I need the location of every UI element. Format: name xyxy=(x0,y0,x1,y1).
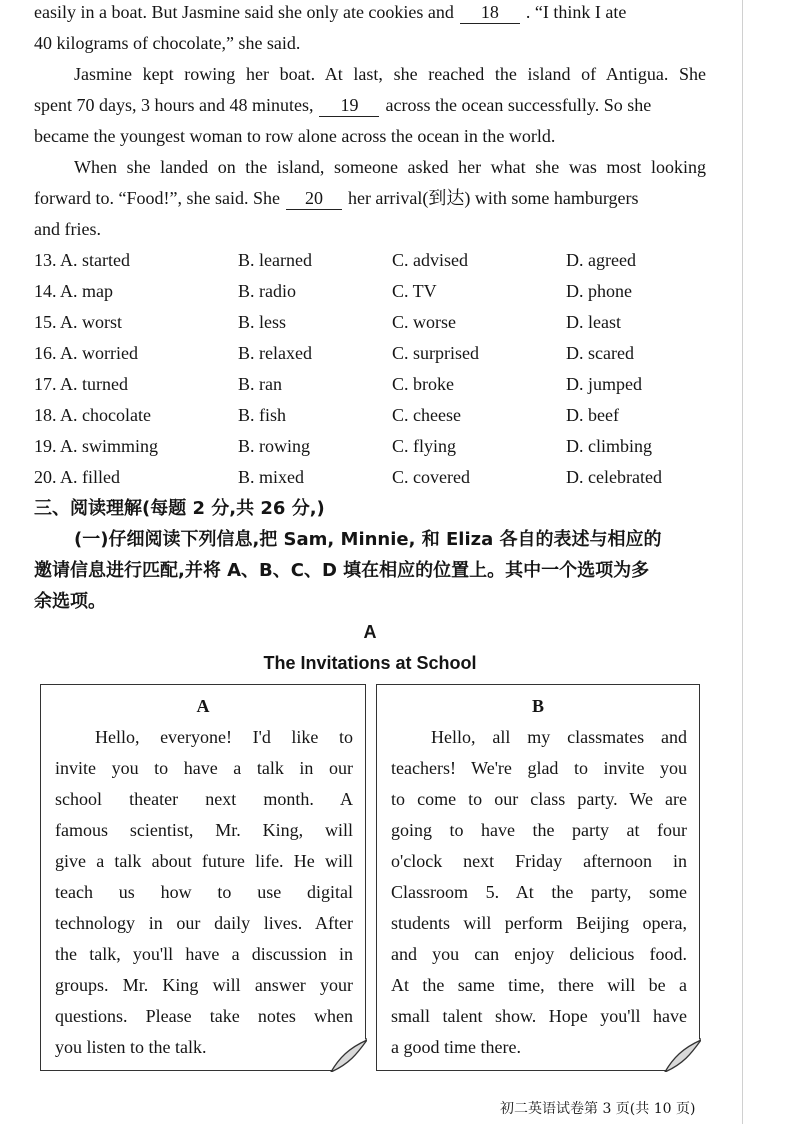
card-line: Hello, all my classmates and xyxy=(431,727,687,747)
option-a[interactable]: 13. A. started xyxy=(34,250,130,270)
passage-line: easily in a boat. But Jasmine said she only ate cookies and 18 . “I think I ate xyxy=(34,2,627,22)
part-label: A xyxy=(363,622,377,642)
option-a[interactable]: 14. A. map xyxy=(34,281,113,301)
card-line: to come to our class party. We are xyxy=(391,789,687,809)
invitation-card-a xyxy=(40,684,366,1071)
card-line: invite you to have a talk in our xyxy=(55,758,353,778)
passage-line: When she landed on the island, someone asked her what she was most looking xyxy=(74,157,706,177)
card-line: a good time there. xyxy=(391,1037,521,1057)
instruction-line: (一)仔细阅读下列信息,把 Sam, Minnie, 和 Eliza 各自的表述与相应的 xyxy=(74,529,662,550)
card-line: At the same time, there will be a xyxy=(391,975,687,995)
card-line: questions. Please take notes when xyxy=(55,1006,353,1026)
page-footer: 初二英语试卷第 3 页(共 10 页) xyxy=(500,1101,696,1117)
passage-line: 40 kilograms of chocolate,” she said. xyxy=(34,33,301,53)
option-c[interactable]: C. cheese xyxy=(392,405,461,425)
answer-blank-20[interactable]: 20 xyxy=(286,187,342,210)
instruction-line: 邀请信息进行匹配,并将 A、B、C、D 填在相应的位置上。其中一个选项为多 xyxy=(34,560,650,581)
option-d[interactable]: D. jumped xyxy=(566,374,642,394)
option-b[interactable]: B. rowing xyxy=(238,436,310,456)
invitation-card-b xyxy=(376,684,700,1071)
card-line: technology in our daily lives. After xyxy=(55,913,353,933)
card-line: o'clock next Friday afternoon in xyxy=(391,851,687,871)
passage-line: spent 70 days, 3 hours and 48 minutes, 19 across the ocean successfully. So she xyxy=(34,95,652,115)
option-c[interactable]: C. broke xyxy=(392,374,454,394)
option-d[interactable]: D. agreed xyxy=(566,250,636,270)
option-b[interactable]: B. mixed xyxy=(238,467,304,487)
card-line: and you can enjoy delicious food. xyxy=(391,944,687,964)
option-b[interactable]: B. learned xyxy=(238,250,312,270)
option-c[interactable]: C. covered xyxy=(392,467,470,487)
passage-line: forward to. “Food!”, she said. She 20 her arrival(到达) with some hamburgers xyxy=(34,188,639,208)
passage-title: The Invitations at School xyxy=(263,653,477,673)
card-line: you listen to the talk. xyxy=(55,1037,207,1057)
card-body xyxy=(55,722,353,1063)
option-a[interactable]: 20. A. filled xyxy=(34,467,120,487)
option-a[interactable]: 17. A. turned xyxy=(34,374,128,394)
card-letter: B xyxy=(531,696,544,716)
card-line: teachers! We're glad to invite you xyxy=(391,758,687,778)
option-c[interactable]: C. flying xyxy=(392,436,457,456)
card-line: school theater next month. A xyxy=(55,789,353,809)
instruction-line: 余选项。 xyxy=(34,591,106,612)
card-line: Classroom 5. At the party, some xyxy=(391,882,687,902)
page-curl-icon xyxy=(659,1038,701,1072)
card-letter: A xyxy=(196,696,210,716)
answer-blank-18[interactable]: 18 xyxy=(460,1,520,24)
page-edge-line xyxy=(742,0,743,1124)
option-c[interactable]: C. worse xyxy=(392,312,456,332)
option-b[interactable]: B. less xyxy=(238,312,287,332)
option-d[interactable]: D. scared xyxy=(566,343,634,363)
option-a[interactable]: 18. A. chocolate xyxy=(34,405,151,425)
option-c[interactable]: C. TV xyxy=(392,281,437,301)
option-d[interactable]: D. least xyxy=(566,312,621,332)
option-c[interactable]: C. advised xyxy=(392,250,468,270)
passage-line: became the youngest woman to row alone across the ocean in the world. xyxy=(34,126,556,146)
option-b[interactable]: B. relaxed xyxy=(238,343,312,363)
card-line: the talk, you'll have a discussion in xyxy=(55,944,353,964)
passage-line: Jasmine kept rowing her boat. At last, she reached the island of Antigua. She xyxy=(74,64,706,84)
card-line: famous scientist, Mr. King, will xyxy=(55,820,353,840)
card-line: going to have the party at four xyxy=(391,820,687,840)
card-line: give a talk about future life. He will xyxy=(55,851,353,871)
passage-line: and fries. xyxy=(34,219,101,239)
card-line: small talent show. Hope you'll have xyxy=(391,1006,687,1026)
option-b[interactable]: B. fish xyxy=(238,405,287,425)
option-b[interactable]: B. ran xyxy=(238,374,282,394)
option-d[interactable]: D. celebrated xyxy=(566,467,662,487)
option-b[interactable]: B. radio xyxy=(238,281,296,301)
page-curl-icon xyxy=(325,1038,367,1072)
card-line: Hello, everyone! I'd like to xyxy=(95,727,353,747)
card-line: students will perform Beijing opera, xyxy=(391,913,687,933)
card-body xyxy=(391,722,687,1063)
option-a[interactable]: 16. A. worried xyxy=(34,343,138,363)
option-d[interactable]: D. beef xyxy=(566,405,619,425)
card-line: teach us how to use digital xyxy=(55,882,353,902)
section-heading: 三、阅读理解(每题 2 分,共 26 分,) xyxy=(34,498,325,519)
option-d[interactable]: D. phone xyxy=(566,281,632,301)
option-d[interactable]: D. climbing xyxy=(566,436,652,456)
card-line: groups. Mr. King will answer your xyxy=(55,975,353,995)
option-a[interactable]: 19. A. swimming xyxy=(34,436,159,456)
option-c[interactable]: C. surprised xyxy=(392,343,479,363)
option-a[interactable]: 15. A. worst xyxy=(34,312,123,332)
answer-blank-19[interactable]: 19 xyxy=(319,94,379,117)
